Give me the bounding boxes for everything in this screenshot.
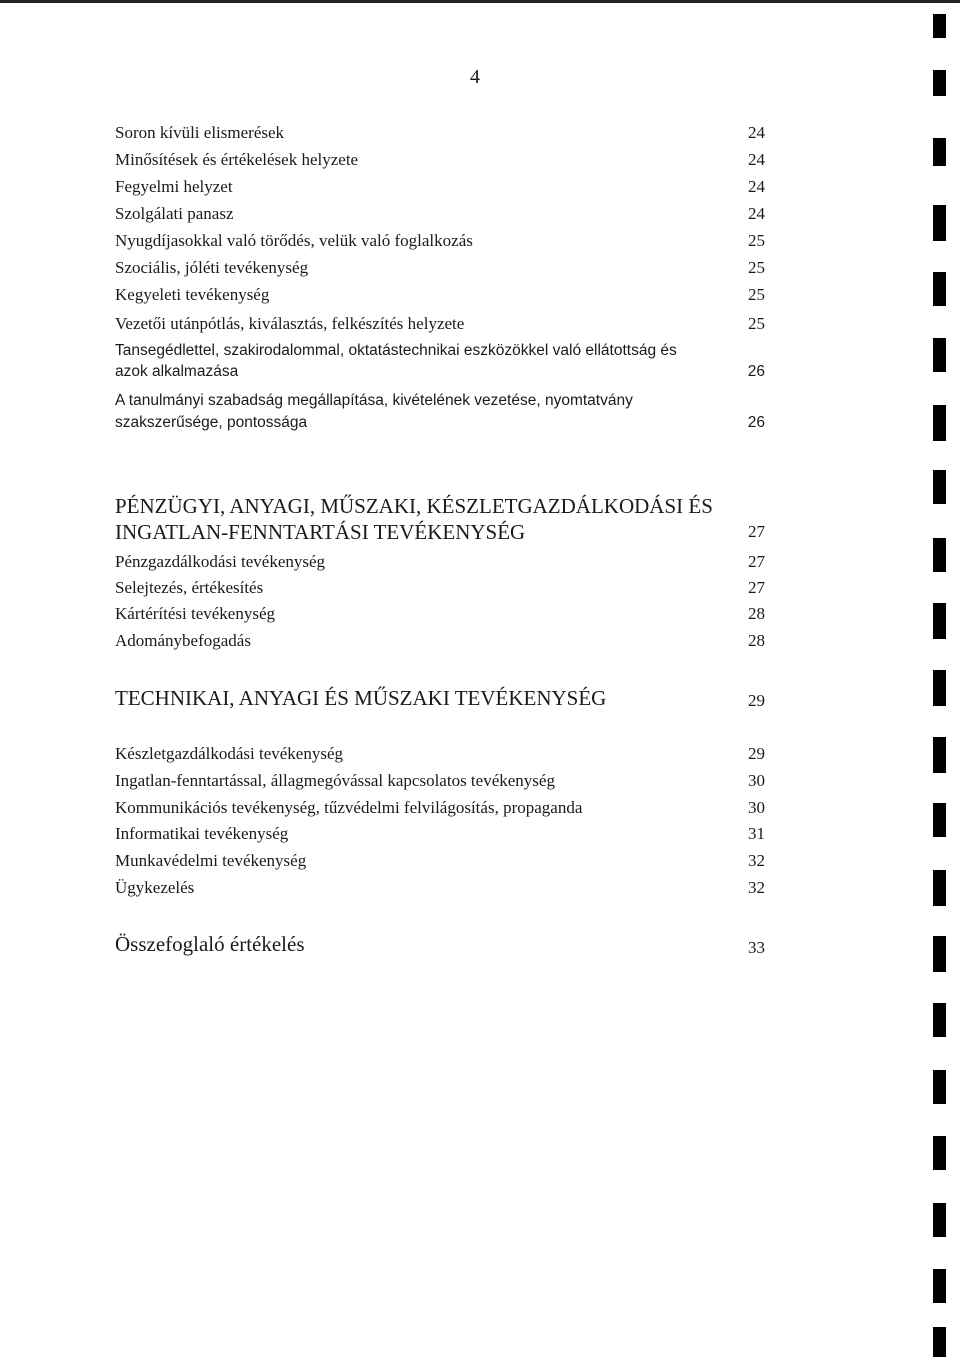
page-top-border: [0, 0, 960, 3]
toc-entry-label: Adománybefogadás: [115, 631, 251, 650]
toc-entry-label: Ingatlan-fenntartással, állagmegóvással kapcsolatos tevékenység: [115, 771, 555, 790]
toc-entry-label: Kártérítési tevékenység: [115, 604, 276, 623]
toc-entry-page: 26: [747, 414, 765, 431]
scan-mark: [933, 737, 946, 773]
toc-entry-page: 32: [748, 878, 765, 897]
scan-mark: [933, 405, 946, 441]
toc-entry-label: Soron kívüli elismerések: [115, 123, 285, 142]
summary-page: 33: [748, 938, 765, 957]
scan-registration-marks: [933, 0, 947, 1357]
toc-entry-page: 31: [748, 824, 765, 843]
toc-entry-label: Informatikai tevékenység: [115, 824, 289, 843]
toc-entry-page: 25: [748, 314, 765, 333]
toc-entry-label: Fegyelmi helyzet: [115, 177, 233, 196]
summary-label: Összefoglaló értékelés: [115, 932, 305, 956]
toc-entry-label: Szociális, jóléti tevékenység: [115, 258, 309, 277]
toc-entry-page: 25: [748, 258, 765, 277]
toc-entry-label: Selejtezés, értékesítés: [115, 578, 264, 597]
section-heading-label: PÉNZÜGYI, ANYAGI, MŰSZAKI, KÉSZLETGAZDÁLKODÁSI ÉS: [115, 494, 713, 518]
scan-mark: [933, 14, 946, 38]
section-heading-page: 29: [748, 691, 765, 710]
toc-entry-page: 25: [748, 231, 765, 250]
scan-mark: [933, 870, 946, 906]
scan-mark: [933, 470, 946, 504]
toc-entry-page: 25: [748, 285, 765, 304]
toc-entry-page: 24: [748, 177, 765, 196]
toc-entry-page: 28: [748, 631, 765, 650]
section-heading-page: 27: [748, 522, 765, 541]
toc-entry-label: szakszerűsége, pontossága: [115, 414, 308, 431]
section-heading-label: TECHNIKAI, ANYAGI ÉS MŰSZAKI TEVÉKENYSÉG: [115, 686, 607, 710]
toc-entry-page: 29: [748, 744, 765, 763]
scan-mark: [933, 205, 946, 241]
toc-entry-page: 26: [747, 363, 765, 380]
page-number: 4: [470, 66, 480, 88]
toc-entry-page: 32: [748, 851, 765, 870]
toc-entry-label: Ügykezelés: [115, 878, 195, 897]
toc-entry-label: Készletgazdálkodási tevékenység: [115, 744, 343, 763]
toc-entry-page: 30: [748, 771, 765, 790]
toc-entry-label: Kegyeleti tevékenység: [115, 285, 270, 304]
scan-mark: [933, 338, 946, 372]
toc-entry-page: 24: [748, 123, 765, 142]
scan-mark: [933, 1203, 946, 1237]
scan-mark: [933, 70, 946, 96]
toc-entry-label: Kommunikációs tevékenység, tűzvédelmi felvilágosítás, propaganda: [115, 798, 583, 817]
toc-entry-page: 27: [748, 578, 765, 597]
scan-mark: [933, 803, 946, 837]
toc-entry-page: 27: [748, 552, 765, 571]
toc-entry-label: Minősítések és értékelések helyzete: [115, 150, 359, 169]
scan-mark: [933, 1003, 946, 1037]
toc-entry-page: 30: [748, 798, 765, 817]
toc-entry-label: Nyugdíjasokkal való törődés, velük való foglalkozás: [115, 231, 473, 250]
toc-entry-page: 24: [748, 204, 765, 223]
toc-entry-label: A tanulmányi szabadság megállapítása, kivételének vezetése, nyomtatvány: [115, 392, 633, 409]
scan-mark: [933, 1070, 946, 1104]
scan-mark: [933, 603, 946, 639]
scan-mark: [933, 1269, 946, 1303]
toc-entry-label: Pénzgazdálkodási tevékenység: [115, 552, 326, 571]
toc-entry-page: 24: [748, 150, 765, 169]
scan-mark: [933, 1327, 946, 1357]
toc-entry-label: Tansegédlettel, szakirodalommal, oktatástechnikai eszközökkel való ellátottság és: [115, 342, 677, 359]
scan-mark: [933, 138, 946, 166]
toc-entry-label: Munkavédelmi tevékenység: [115, 851, 307, 870]
toc-entry-label: azok alkalmazása: [115, 363, 239, 380]
toc-entry-label: Vezetői utánpótlás, kiválasztás, felkészítés helyzete: [115, 314, 465, 333]
scan-mark: [933, 538, 946, 572]
scan-mark: [933, 272, 946, 306]
toc-entry-label: Szolgálati panasz: [115, 204, 234, 223]
scan-mark: [933, 936, 946, 972]
section-heading-label: INGATLAN-FENNTARTÁSI TEVÉKENYSÉG: [115, 520, 526, 544]
scan-mark: [933, 1136, 946, 1170]
toc-entry-page: 28: [748, 604, 765, 623]
scan-mark: [933, 670, 946, 706]
